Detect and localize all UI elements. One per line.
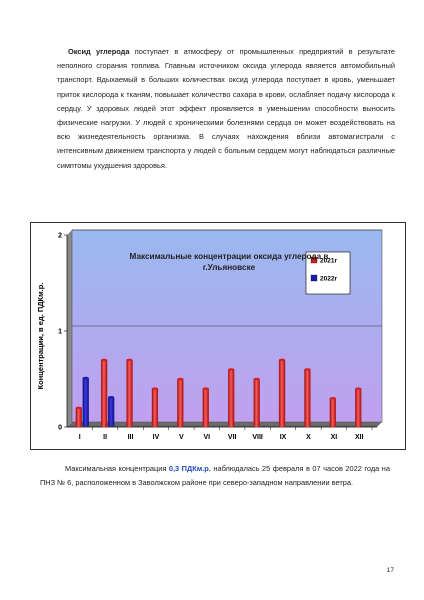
bar [127,360,133,427]
bar [203,389,209,427]
bar [101,360,107,427]
bar [330,398,336,427]
y-axis-label: Концентрации, в ед. ПДКм.р. [36,282,45,390]
legend-label: 2022г [320,275,338,283]
x-tick-label: VI [203,434,211,441]
bar [254,379,260,427]
x-tick-label: IX [279,434,287,441]
paragraph-text: поступает в атмосферу от промышленных предприятий в результате неполного сгорания топлива. Главным источником оксида углерода является автомобильный транспорт. Вдыхаемый в больших количествах оксид углерода поступает в кровь, уменьшает приток кислорода к тканям, повышает количество сахара в крови, ослабляет подачу кислорода к сердцу. У здоровых людей этот эффект проявляется в уменьшении способности выносить физические нагрузки. У людей с хроническими болезнями сердца он может воздействовать на всю жизнедеятельность организма. В случаях нахождения вблизи автомагистрали с интенсивным движением транспорта у людей с больным сердцем могут наблюдаться различные симптомы ухудшения здоровья. [57,47,395,170]
y-tick-label: 0 [58,424,62,432]
bar [152,389,158,427]
bar-cap [203,387,209,389]
bar [355,389,361,427]
x-tick-label: V [179,434,184,441]
y-tick-label: 1 [58,328,62,336]
paragraph-max-concentration [40,462,390,490]
x-tick-label: IV [152,434,160,441]
paragraph2-after: наблюдалась 25 февраля в 07 часов 2022 года на ПНЗ № 6, расположенном в Заволжском районе при северо-западном направлении ветра. [40,464,390,488]
x-tick-label: VIII [252,434,263,441]
bar [304,369,310,427]
bar [108,397,114,426]
bar [76,408,82,427]
y-tick-label: 2 [58,232,62,240]
bar-cap [254,378,260,380]
bar-cap [228,368,234,370]
chart-title-line-2: г.Ульяновске [202,263,256,272]
bar [228,369,234,427]
page-number: 17 [386,567,394,574]
bar-cap [279,359,285,361]
paragraph-lead: Оксид углерода [68,47,130,56]
x-tick-label: II [103,434,108,441]
x-tick-label: III [127,434,134,441]
bar-cap [152,387,158,389]
bar-cap [101,359,107,361]
x-tick-label: XI [330,434,338,441]
x-tick-label: XII [355,434,364,441]
legend-swatch [311,275,317,281]
x-tick-label: X [306,434,311,441]
bar-cap [127,359,133,361]
x-tick-label: VII [227,434,237,441]
bar-cap [83,377,89,379]
chart-title [60,251,398,273]
chart-title-line-1: Максимальные концентрации оксида углерода в [129,252,329,261]
highlight-value: 0,3 ПДКм.р. [168,464,211,473]
paragraph-carbon-monoxide [57,45,395,173]
bar-cap [177,378,183,380]
x-tick-label: I [78,434,81,441]
bar-cap [76,407,82,409]
legend-label: 2021г [320,257,338,265]
bar-cap [355,387,361,389]
paragraph2-before: Максимальная концентрация [65,464,169,473]
bar-cap [108,396,114,398]
bar [177,379,183,427]
bar-cap [304,368,310,370]
bar-cap [330,397,336,399]
bar [279,360,285,427]
bar [83,378,89,426]
